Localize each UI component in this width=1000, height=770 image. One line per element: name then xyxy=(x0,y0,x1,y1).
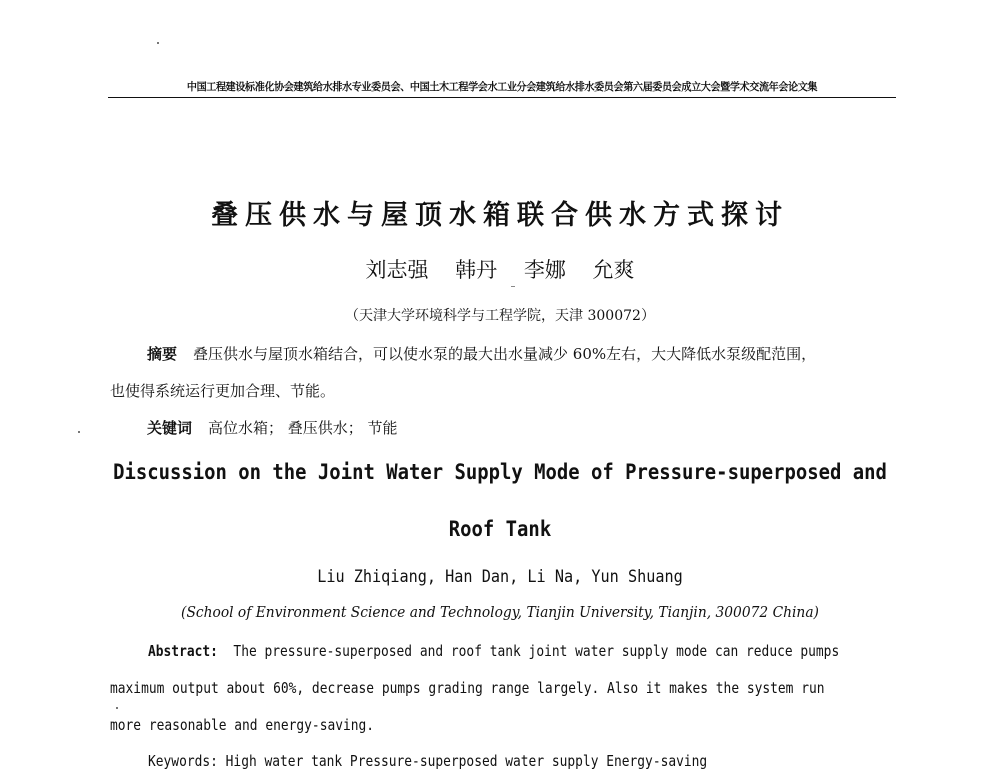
authors-en: Liu Zhiqiang, Han Dan, Li Na, Yun Shuang xyxy=(317,567,683,586)
abstract-cn-label: 摘要 xyxy=(147,345,178,363)
header-divider xyxy=(108,97,896,98)
abstract-en-label: Abstract: xyxy=(148,642,218,660)
paper-title-cn: 叠压供水与屋顶水箱联合供水方式探讨 xyxy=(211,200,789,231)
abstract-en-text-1: The pressure-superposed and roof tank joint water supply mode can reduce pumps xyxy=(233,642,840,660)
abstract-cn-line-2: 也使得系统运行更加合理、节能。 xyxy=(110,382,336,400)
paper-title-en-line-1: Discussion on the Joint Water Supply Mode of Pressure-superposed and xyxy=(113,460,887,484)
authors-cn: 刘志强 韩丹 李娜 允爽 xyxy=(365,258,635,282)
affiliation-en: (School of Environment Science and Technology, Tianjin University, Tianjin, 300072 China) xyxy=(181,603,819,621)
abstract-en-line-1 xyxy=(148,642,839,660)
keywords-cn-label: 关键词 xyxy=(147,419,193,437)
keywords-en-partial: Keywords: High water tank Pressure-superposed water supply Energy-saving xyxy=(148,752,708,770)
affiliation-cn: （天津大学环境科学与工程学院，天津 300072） xyxy=(345,308,655,324)
scan-speck xyxy=(78,431,80,433)
scan-speck xyxy=(157,42,159,44)
scan-mark xyxy=(511,286,515,287)
running-header: 中国工程建设标准化协会建筑给水排水专业委员会、中国土木工程学会水工业分会建筑给水排水委员会第六届委员会成立大会暨学术交流年会论文集 xyxy=(186,81,818,93)
abstract-en-line-3: more reasonable and energy-saving. xyxy=(110,716,375,734)
abstract-cn-text-1: 叠压供水与屋顶水箱结合，可以使水泵的最大出水量减少 60%左右，大大降低水泵级配范围， xyxy=(193,345,817,363)
abstract-cn-line-1 xyxy=(147,343,892,364)
keywords-cn xyxy=(147,417,398,438)
scan-speck xyxy=(116,707,118,709)
paper-title-en-line-2: Roof Tank xyxy=(448,517,552,541)
abstract-en-line-2: maximum output about 60%, decrease pumps grading range largely. Also it makes the system run xyxy=(110,679,825,697)
keywords-cn-text: 高位水箱； 叠压供水； 节能 xyxy=(208,419,398,437)
